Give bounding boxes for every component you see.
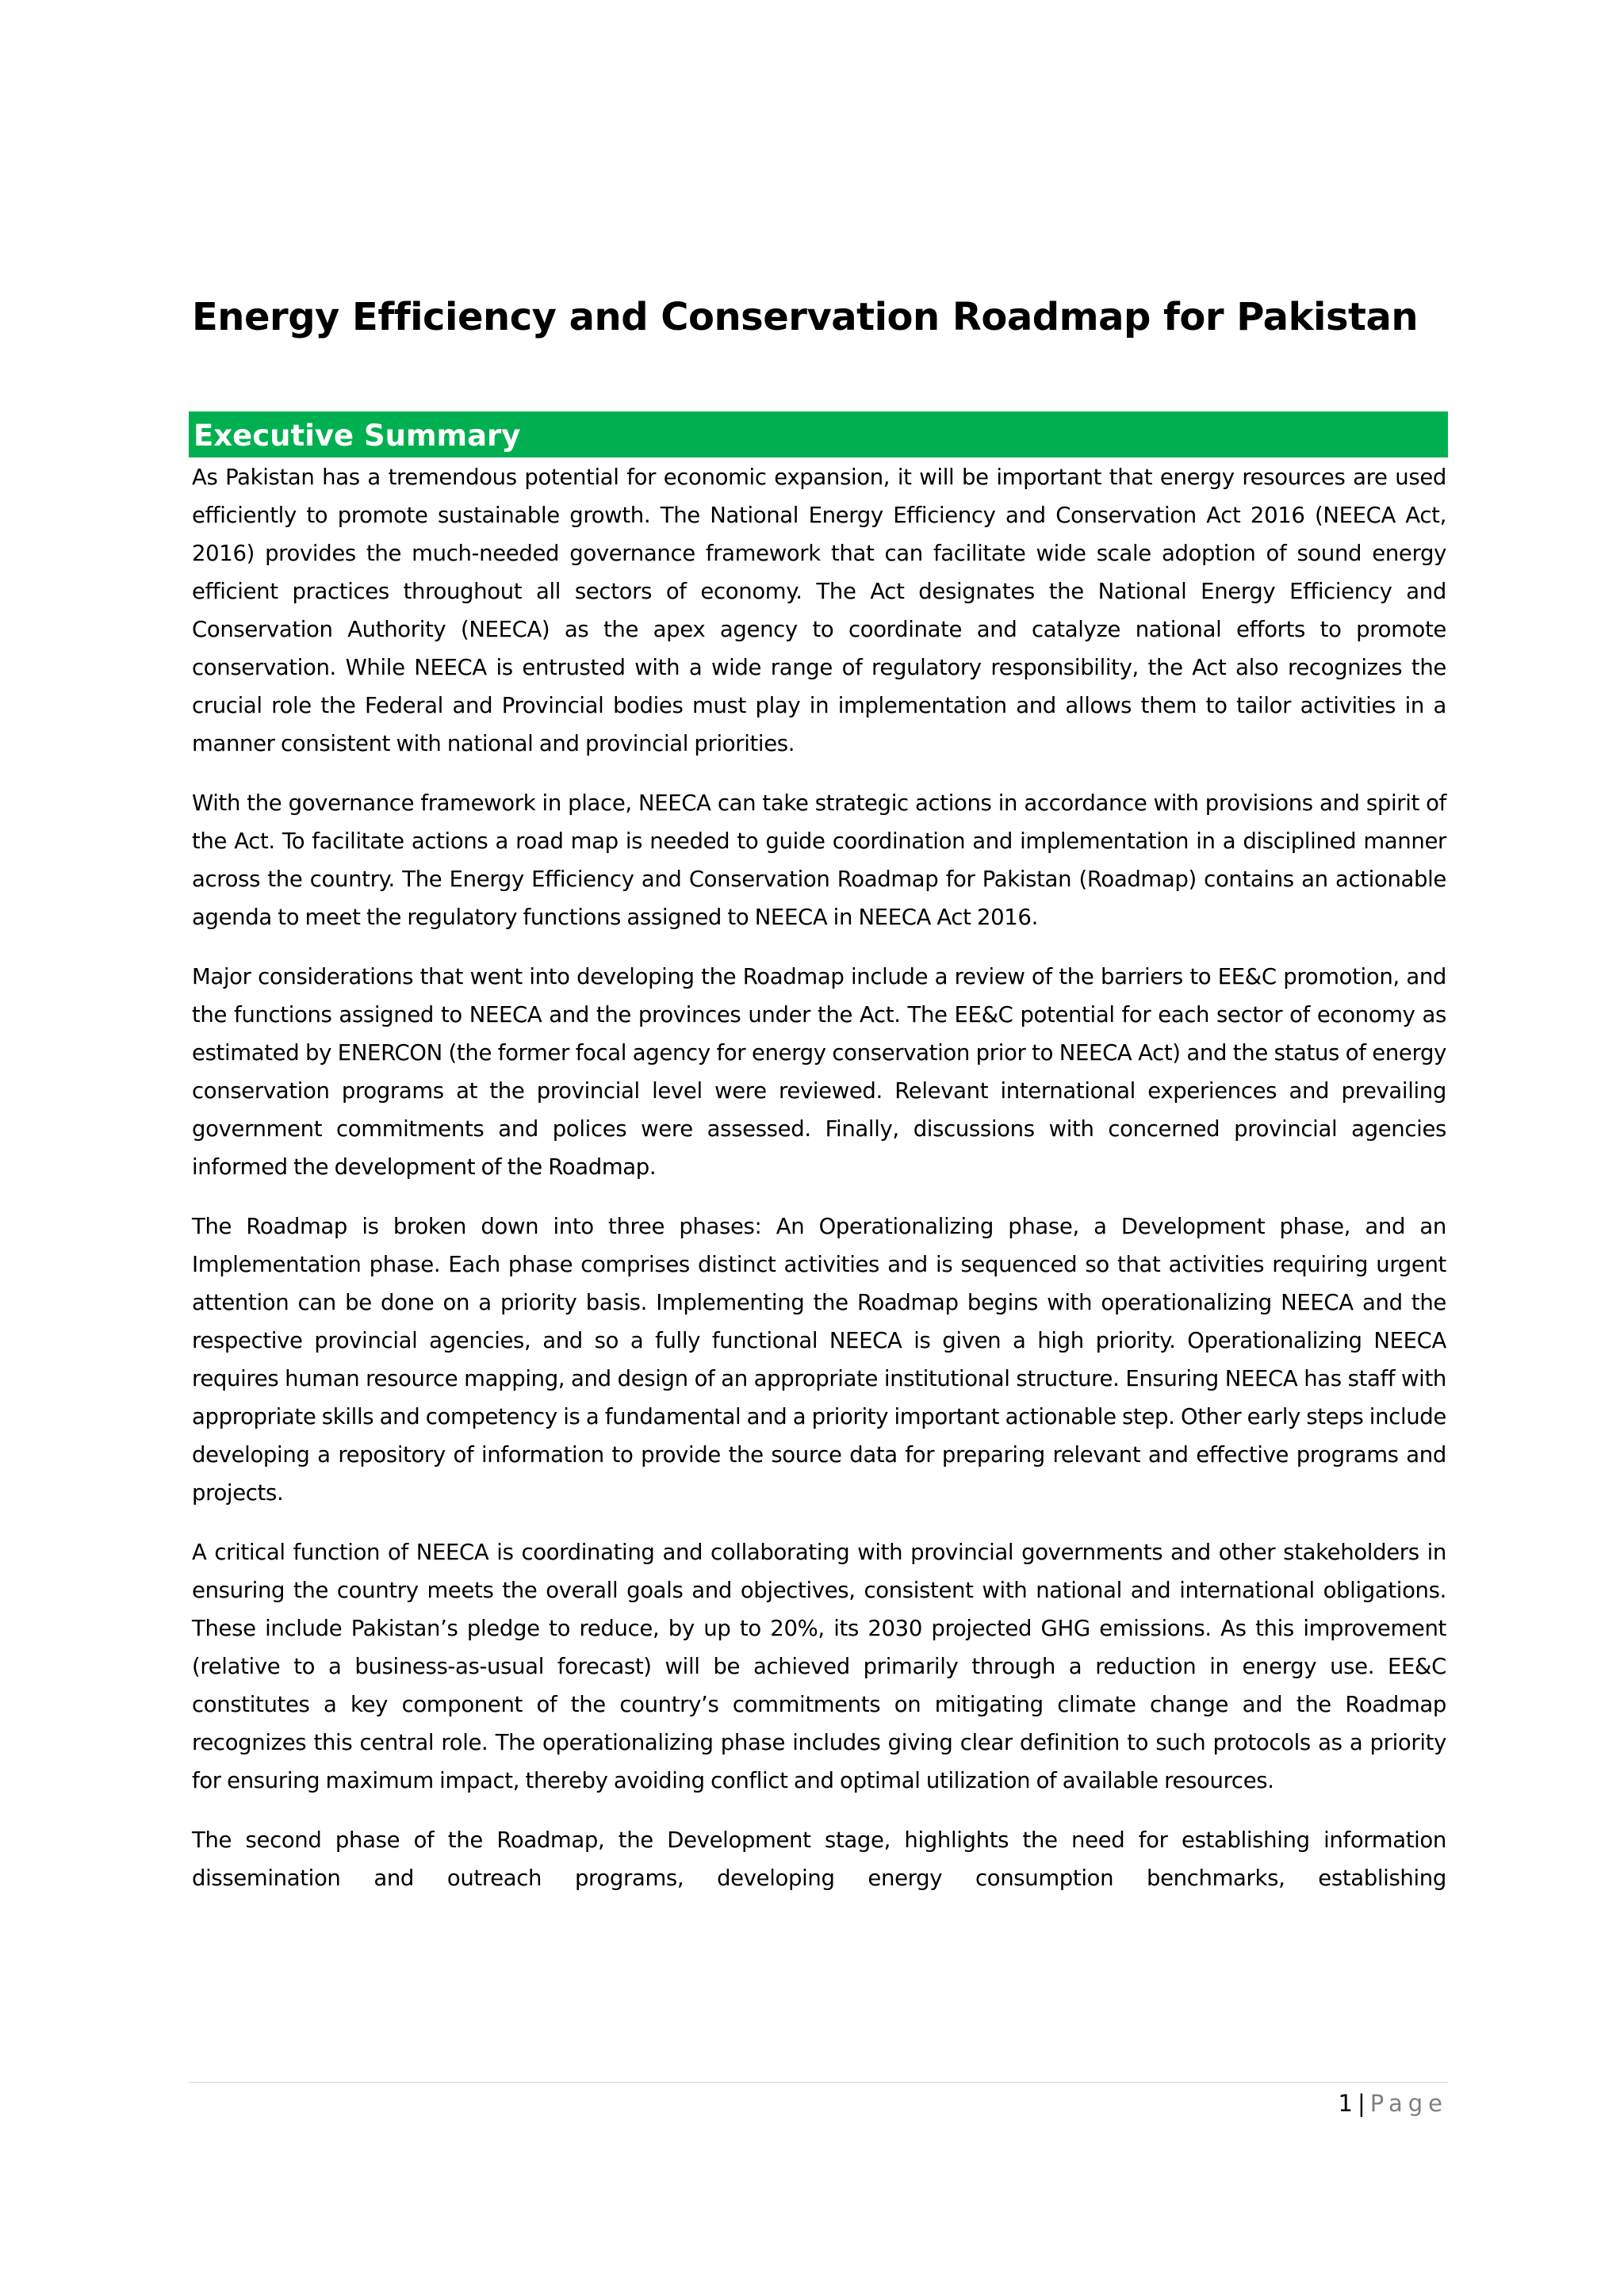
page-label: Page [1369, 2090, 1448, 2117]
page-separator: | [1358, 2090, 1365, 2117]
document-body [192, 458, 1446, 1897]
page-number: 1 [1338, 2090, 1353, 2117]
paragraph-2: With the governance framework in place, NEECA can take strategic actions in accordance with provisions and spirit of the Act. To facilitate actions a road map is needed to guide coordination and implementation in a disciplined manner across the country. The Energy Efficiency and Conservation Roadmap for Pakistan (Roadmap) contains an actionable agenda to meet the regulatory functions assigned to NEECA in NEECA Act 2016. [192, 790, 1446, 930]
paragraph-3: Major considerations that went into developing the Roadmap include a review of the barriers to EE&C promotion, and the functions assigned to NEECA and the provinces under the Act. The EE&C potential for each sector of economy as estimated by ENERCON (the former focal agency for energy conservation prior to NEECA Act) and the status of energy conservation programs at the provincial level were reviewed. Relevant international experiences and prevailing government commitments and polices were assessed. Finally, discussions with concerned provincial agencies informed the development of the Roadmap. [192, 964, 1446, 1180]
section-heading: Executive Summary [193, 419, 521, 453]
paragraph-4: The Roadmap is broken down into three phases: An Operationalizing phase, a Development phase, and an Implementation phase. Each phase comprises distinct activities and is sequenced so that activities requiring urgent attention can be done on a priority basis. Implementing the Roadmap begins with operationalizing NEECA and the respective provincial agencies, and so a fully functional NEECA is given a high priority. Operationalizing NEECA requires human resource mapping, and design of an appropriate institutional structure. Ensuring NEECA has staff with appropriate skills and competency is a fundamental and a priority important actionable step. Other early steps include developing a repository of information to provide the source data for preparing relevant and effective programs and projects. [192, 1214, 1446, 1506]
page-footer [1339, 2085, 1448, 2122]
footer-divider [189, 2082, 1448, 2083]
paragraph-6: The second phase of the Roadmap, the Development stage, highlights the need for establishing information dissemination and outreach programs, developing energy consumption benchmarks, establishing [192, 1827, 1446, 1891]
paragraph-5: A critical function of NEECA is coordinating and collaborating with provincial governments and other stakeholders in ensuring the country meets the overall goals and objectives, consistent with national and international obligations. These include Pakistan’s pledge to reduce, by up to 20%, its 2030 projected GHG emissions. As this improvement (relative to a business-as-usual forecast) will be achieved primarily through a reduction in energy use. EE&C constitutes a key component of the country’s commitments on mitigating climate change and the Roadmap recognizes this central role. The operationalizing phase includes giving clear definition to such protocols as a priority for ensuring maximum impact, thereby avoiding conflict and optimal utilization of available resources. [192, 1540, 1446, 1793]
section-heading-bar [189, 411, 1448, 457]
document-title: Energy Efficiency and Conservation Roadmap for Pakistan [192, 295, 1419, 339]
paragraph-1: As Pakistan has a tremendous potential for economic expansion, it will be important that energy resources are used efficiently to promote sustainable growth. The National Energy Efficiency and Conservation Act 2016 (NEECA Act, 2016) provides the much-needed governance framework that can facilitate wide scale adoption of sound energy efficient practices throughout all sectors of economy. The Act designates the National Energy Efficiency and Conservation Authority (NEECA) as the apex agency to coordinate and catalyze national efforts to promote conservation. While NEECA is entrusted with a wide range of regulatory responsibility, the Act also recognizes the crucial role the Federal and Provincial bodies must play in implementation and allows them to tailor activities in a manner consistent with national and provincial priorities. [192, 465, 1446, 756]
